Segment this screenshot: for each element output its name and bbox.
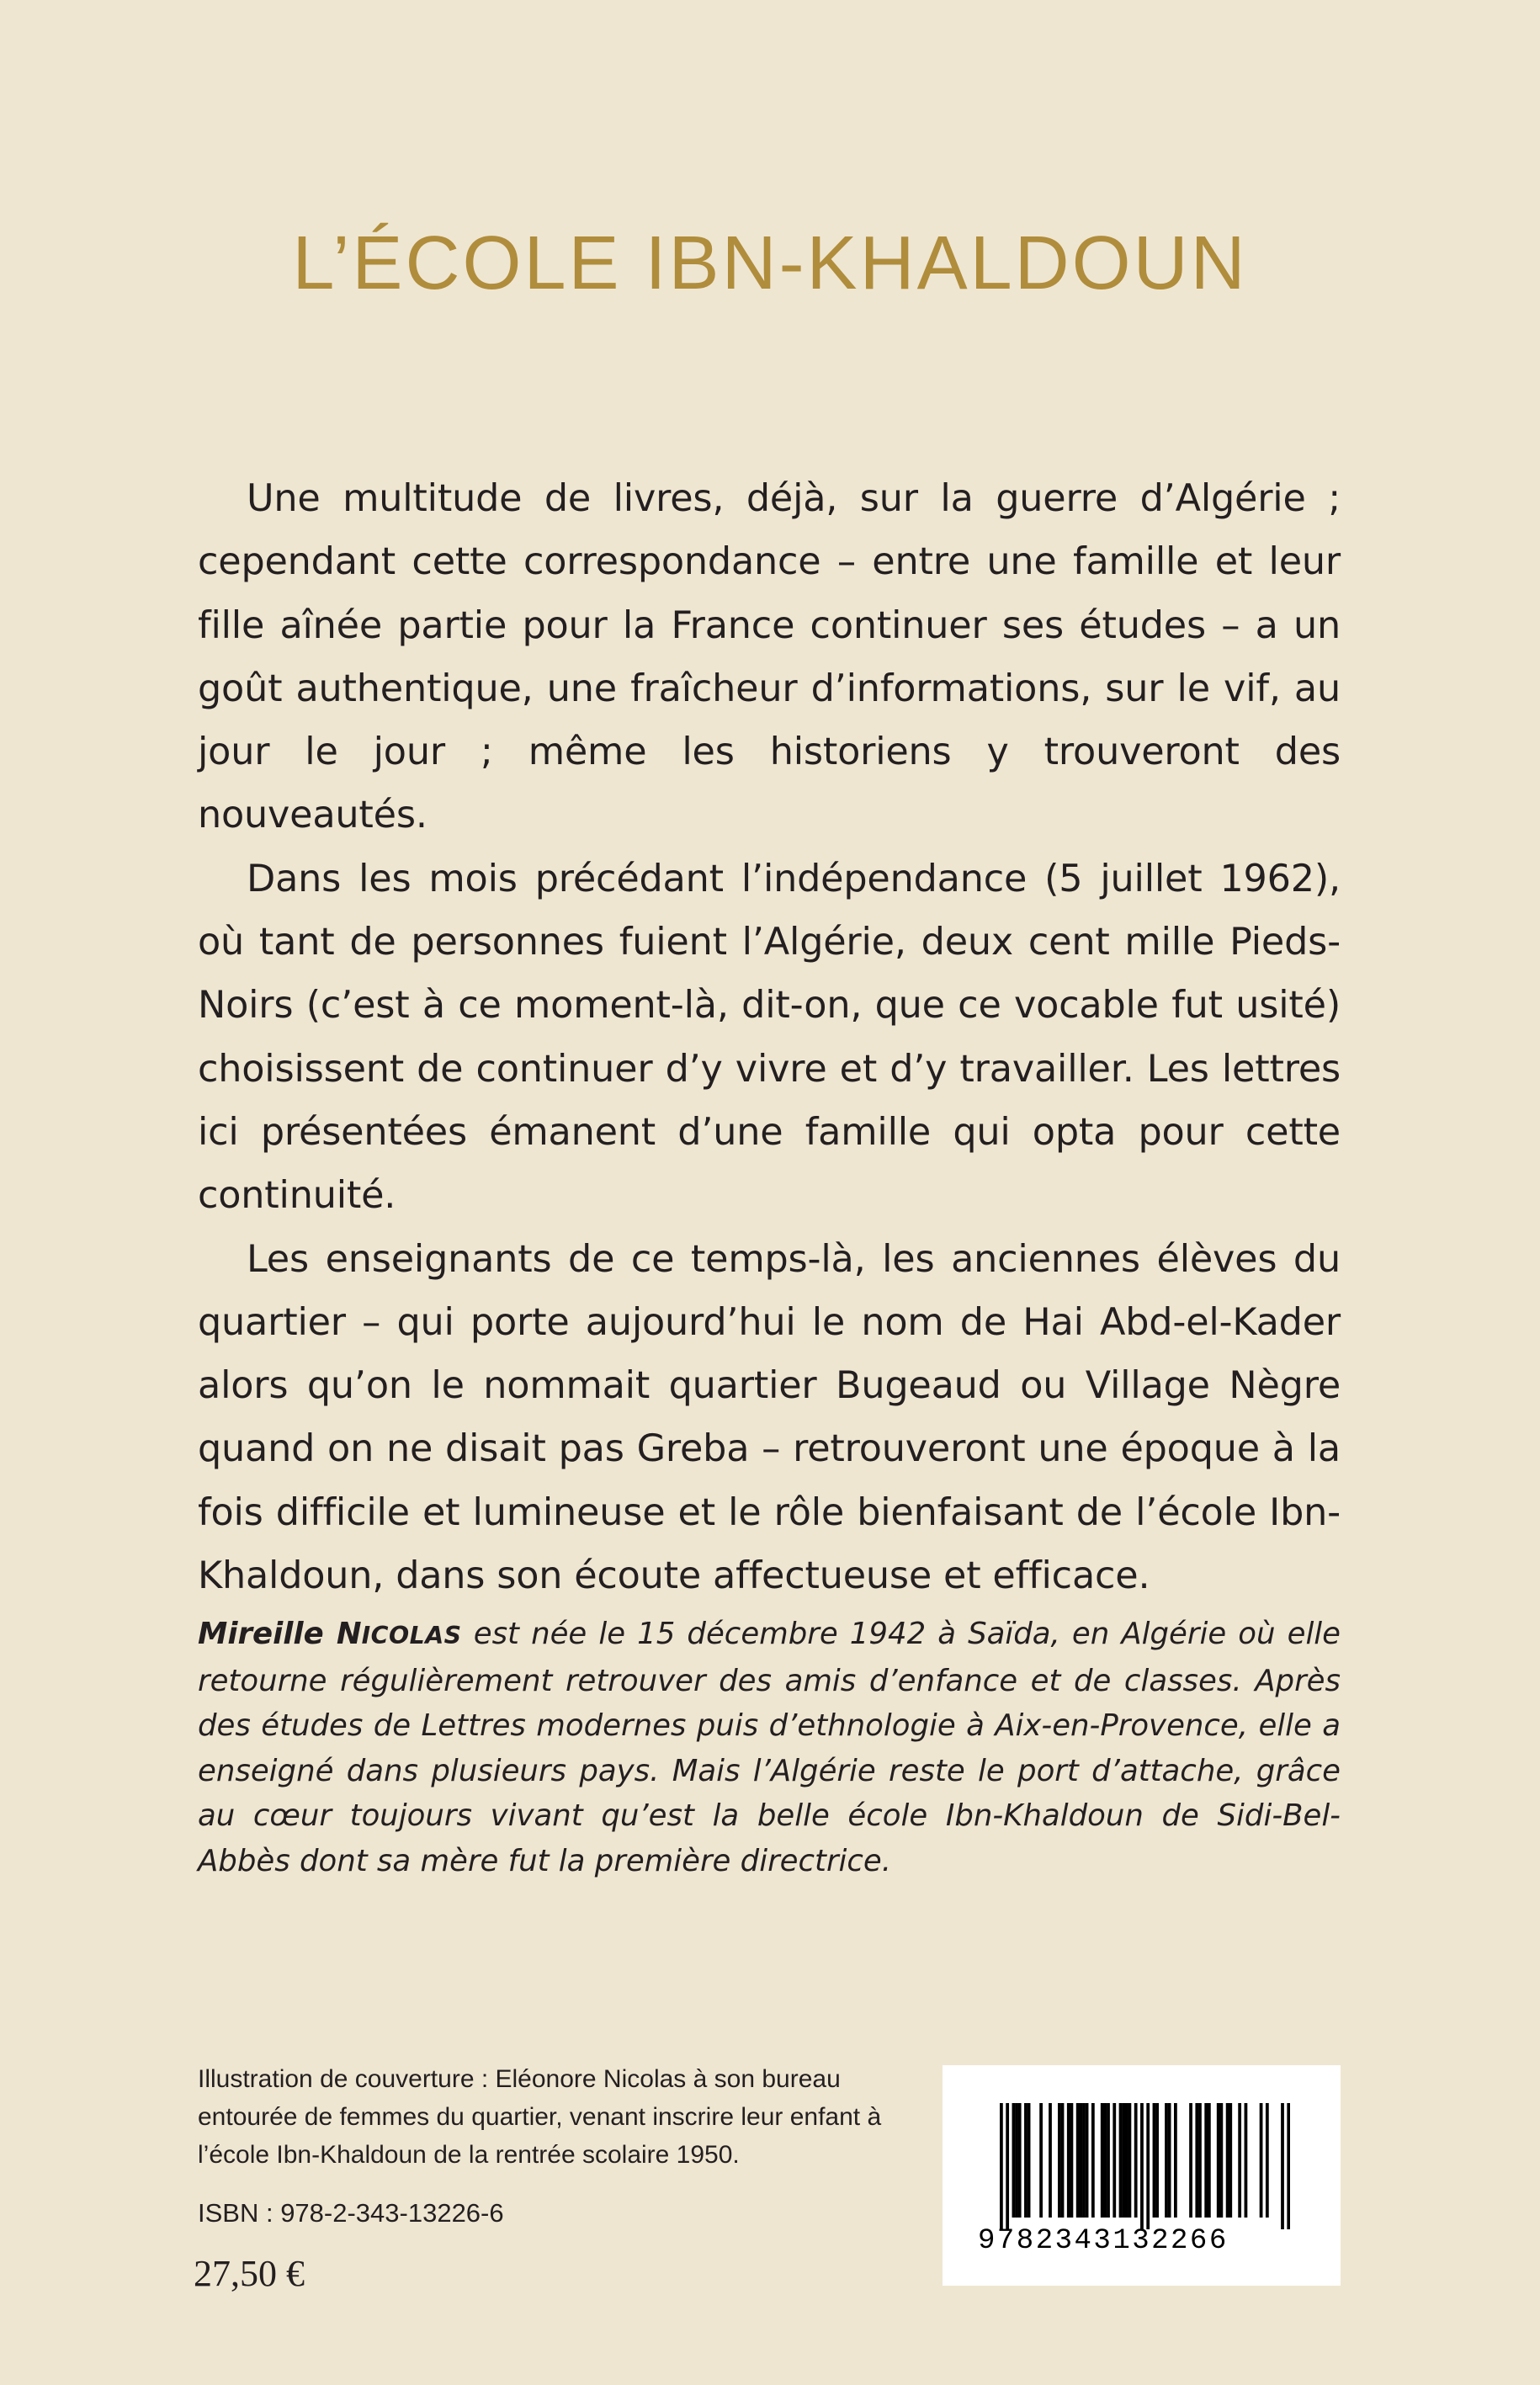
barcode-bar — [1219, 2103, 1223, 2218]
author-bio-text: est née le 15 décembre 1942 à Saïda, en Algérie où elle retourne régulièrement retrouver des amis d’enfance et de classes. Après des études de Lettres modernes puis d’ethnologie à Aix-en-Provence, elle a enseigné dans plusieurs pays. Mais l’Algérie reste le port d’attache, grâce au cœur toujours vivant qu’est la belle école Ibn-Khaldoun de Sidi-Bel-Abbès dont sa mère fut la première directrice. — [198, 1617, 1341, 1878]
barcode-panel — [943, 2065, 1341, 2286]
barcode-bar — [1134, 2103, 1138, 2218]
barcode-bar — [1119, 2103, 1123, 2218]
barcode-bar — [1238, 2103, 1241, 2218]
barcode-bar — [1287, 2103, 1290, 2229]
barcode-bar — [1070, 2103, 1074, 2218]
credit-line-3: l’école Ibn-Khaldoun de la rentrée scolaire 1950. — [198, 2141, 740, 2169]
barcode-bar — [1208, 2103, 1211, 2218]
blurb — [198, 467, 1341, 1607]
barcode-bar — [1198, 2103, 1202, 2218]
barcode-bar — [1082, 2103, 1086, 2218]
author-bio — [198, 1612, 1341, 1883]
barcode-bar — [1076, 2103, 1080, 2218]
barcode-digits: 9782343132266 — [978, 2225, 1229, 2257]
barcode-bar — [1000, 2103, 1003, 2229]
barcode-bar — [1168, 2103, 1171, 2218]
barcode-bar — [1155, 2103, 1159, 2218]
barcode-bar — [1226, 2103, 1229, 2218]
barcode-bar — [1039, 2103, 1043, 2218]
barcode-bar — [1217, 2103, 1220, 2218]
barcode-bar — [1122, 2103, 1125, 2218]
barcode-bar — [1101, 2103, 1104, 2218]
barcode-bar — [1028, 2103, 1031, 2218]
barcode-bar — [1128, 2103, 1132, 2218]
barcode-bar — [1006, 2103, 1009, 2229]
barcode-bar — [1103, 2103, 1107, 2218]
barcode-bar — [1204, 2103, 1208, 2218]
barcode-bar — [1153, 2103, 1156, 2218]
blurb-paragraph-1: Une multitude de livres, déjà, sur la guerre d’Algérie ; cependant cette correspondance – entre une famille et leur fille aînée partie pour la France continuer ses études – a un goût authentique, une fraîcheur d’informations, sur le vif, au jour le jour ; même les historiens y trouveront des nouveautés. — [198, 477, 1341, 837]
book-title: L’ÉCOLE IBN-KHALDOUN — [292, 221, 1248, 305]
barcode-bar — [1015, 2103, 1018, 2218]
barcode-bar — [1058, 2103, 1061, 2218]
barcode-bar — [1174, 2103, 1177, 2218]
isbn: ISBN : 978-2-343-13226-6 — [198, 2198, 504, 2228]
blurb-paragraph-3: Les enseignants de ce temps-là, les anciennes élèves du quartier – qui porte aujourd’hui le nom de Hai Abd-el-Kader alors qu’on le nommait quartier Bugeaud ou Village Nègre quand on ne disait pas Greba – retrouveront une époque à la fois difficile et lumineuse et le rôle bienfaisant de l’école Ibn-Khaldoun, dans son écoute affectueuse et efficace. — [198, 1237, 1341, 1598]
barcode-bar — [1061, 2103, 1065, 2218]
barcode-bar — [1113, 2103, 1116, 2218]
barcode-bar — [1086, 2103, 1089, 2218]
barcode-bar — [1266, 2103, 1269, 2218]
cover-illustration-credit — [198, 2060, 938, 2174]
author-last-name-rest: ICOLAS — [361, 1622, 462, 1649]
barcode-bar — [1125, 2103, 1128, 2218]
author-name — [198, 1617, 462, 1651]
barcode-bar — [1195, 2103, 1198, 2218]
author-last-name-initial: N — [336, 1617, 362, 1651]
price: 27,50 € — [194, 2253, 305, 2294]
barcode-bar — [1229, 2103, 1232, 2218]
barcode-bar — [1049, 2103, 1052, 2218]
barcode-bar — [1079, 2103, 1082, 2218]
blurb-paragraph-2: Dans les mois précédant l’indépendance (5 juillet 1962), où tant de personnes fuient l’Algérie, deux cent mille Pieds-Noirs (c’est à ce moment-là, dit-on, que ce vocable fut usité) choisissent de continuer d’y vivre et d’y travailler. Les lettres ici présentées émanent d’une famille qui opta pour cette continuité. — [198, 857, 1341, 1218]
barcode-bar — [1146, 2103, 1150, 2229]
barcode-bar — [1024, 2103, 1028, 2218]
barcode-bar — [1091, 2103, 1095, 2218]
barcode-bar — [1245, 2103, 1248, 2218]
credit-line-1: Illustration de couverture : Eléonore Nicolas à son bureau — [198, 2065, 841, 2093]
barcode-bar — [1260, 2103, 1263, 2218]
author-first-name: Mireille — [198, 1617, 324, 1651]
barcode-icon — [1000, 2103, 1290, 2229]
barcode-bar — [1067, 2103, 1070, 2218]
barcode-bar — [1165, 2103, 1168, 2218]
barcode-bar — [1018, 2103, 1022, 2218]
barcode-bar — [1189, 2103, 1192, 2218]
barcode-bar — [1140, 2103, 1144, 2229]
barcode-bar — [1107, 2103, 1110, 2218]
barcode-bar — [1281, 2103, 1284, 2229]
barcode-bar — [1012, 2103, 1016, 2218]
credit-line-2: entourée de femmes du quartier, venant inscrire leur enfant à — [198, 2103, 882, 2131]
